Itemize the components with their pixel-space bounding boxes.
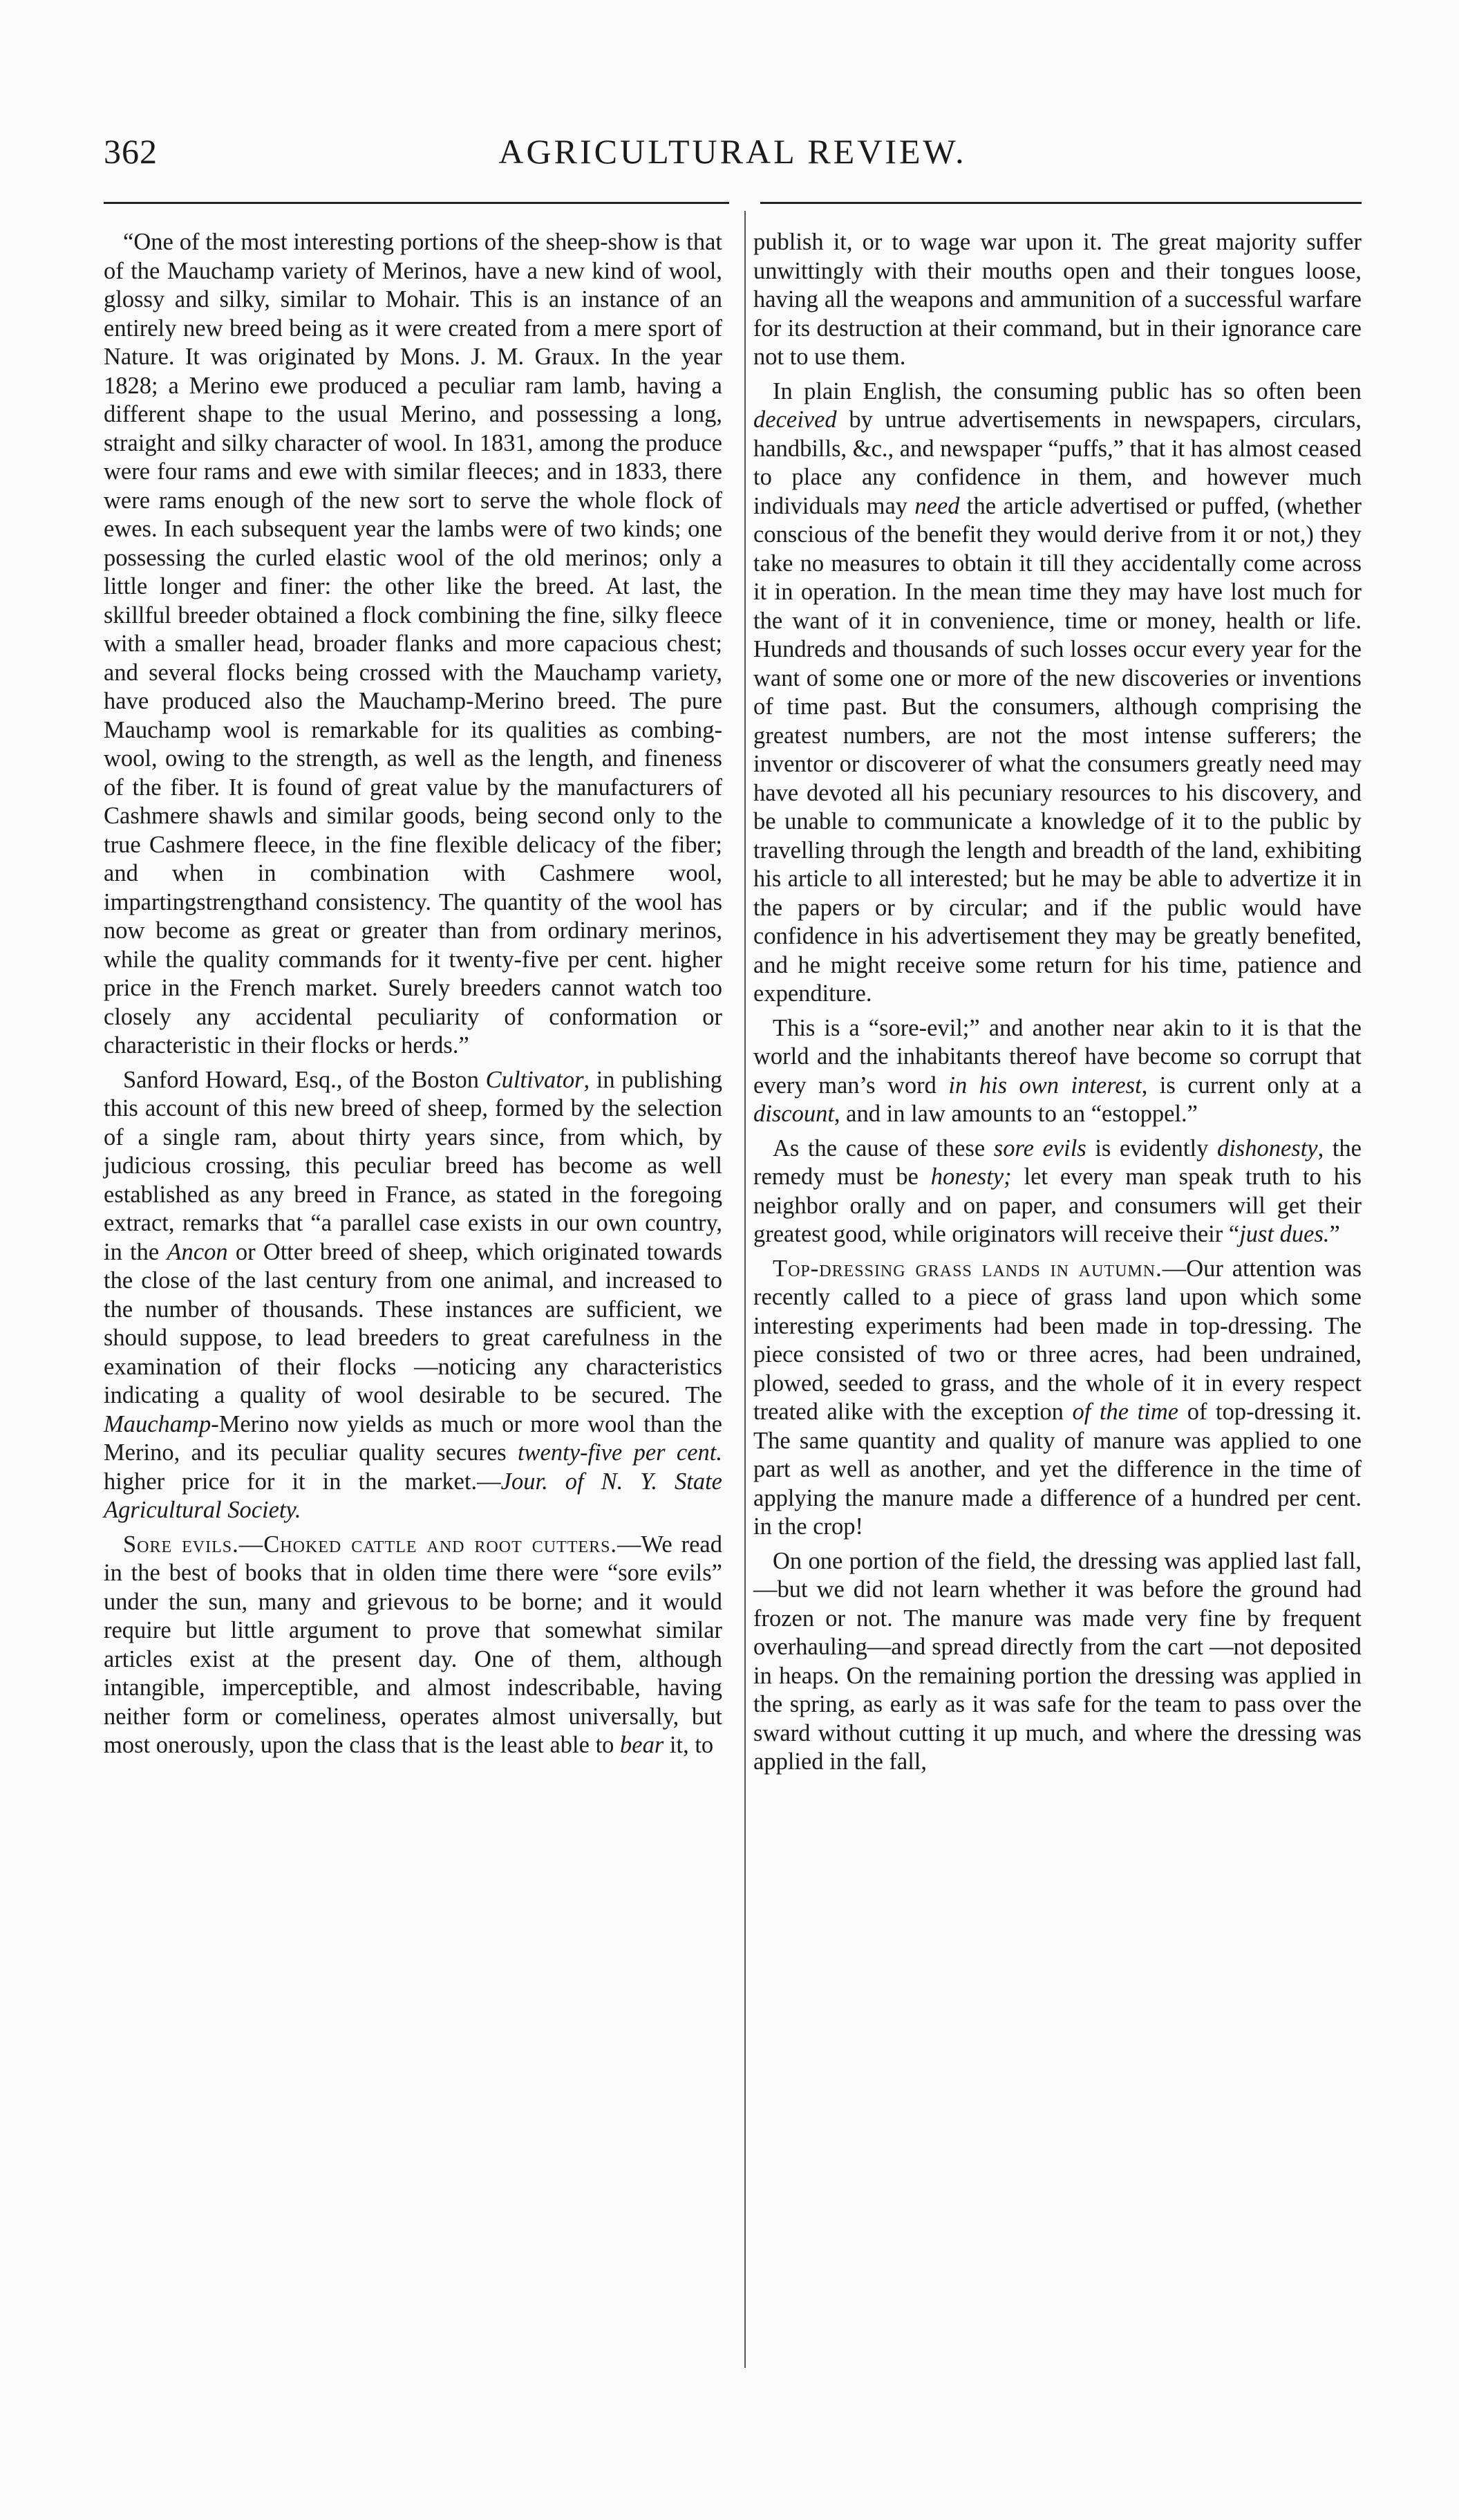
text-run: , is current only at a [1141,1072,1362,1099]
section-heading-top-dressing: Top-dressing grass lands in autumn. [773,1255,1163,1282]
page-header [104,131,1362,194]
text-run: is evidently [1086,1135,1217,1161]
italic-run: need [914,492,960,519]
mauchamp-quote-paragraph: “One of the most interesting portions of the sheep-show is that of the Mauchamp variety of Merinos, have a new kind of wool, glossy and silky, similar to Mohair. This is an instance of an entirely new breed being as it were created from a mere sport of Nature. It was originated by Mons. J. M. Graux. In the year 1828; a Merino ewe produced a peculiar ram lamb, having a different shape to the usual Merino, and possessing a long, straight and silky character of wool. In 1831, among the produce were four rams and ewe with similar fleeces; and in 1833, there were rams enough of the new sort to serve the whole flock of ewes. In each subsequent year the lambs were of two kinds; one possessing the curled elastic wool of the old merinos; only a little longer and finer: the other like the breed. At last, the skillful breeder obtained a flock combining the fine, silky fleece with a smaller head, broader flanks and more capacious chest; and several flocks being crossed with the Mauchamp variety, have produced also the Mauchamp-Merino breed. The pure Mauchamp wool is remarkable for its qualities as combing-wool, owing to the strength, as well as the length, and fineness of the fiber. It is found of great value by the manufacturers of Cashmere shawls and similar goods, being second only to the true Cashmere fleece, in the fine flexible delicacy of the fiber; and when in combination with Cashmere wool, impartingstrengthand consistency. The quantity of the wool has now become as great or greater than from ordinary merinos, while the quality commands for it twenty-five per cent. higher price in the French market. Surely breeders cannot watch too closely any accidental peculiarity of conformation or characteristic in their flocks or herds.” [104,229,722,1058]
italic-run: in his own interest [948,1072,1142,1099]
italic-run: twenty-five per cent. [517,1439,723,1466]
column-divider [744,211,746,2368]
text-run: , and in law amounts to an “estoppel.” [834,1101,1198,1127]
sanford-howard-paragraph [104,1066,722,1525]
header-rule-right [760,202,1362,204]
text-run: —Our attention was recently called to a piece of grass land upon which some interesting experiments had been made in top-dressing. The piece consisted of two or three acres, had been undrained, plowed, seeded to grass, and the whole of it in every respect treated alike with the exception [753,1255,1362,1425]
field-portion-paragraph: On one portion of the field, the dressing was applied last fall,—but we did not learn whether it was before the ground had frozen or not. The manure was made very fine by frequent overhauling—and spread directly from the cart —not deposited in heaps. On the remaining portion the dressing was applied in the spring, as early as it was safe for the team to pass over the sward without cutting it up much, and where the dressing was applied in the fall, [753,1547,1362,1775]
text-run: , in publishing this account of this new breed of sheep, formed by the selection of a single ram, about thirty years since, from which, by judicious crossing, this peculiar breed has become as well established as any breed in France, as stated in the foregoing extract, remarks that “a parallel case exists in our own country, in the [104,1066,722,1265]
italic-run: Ancon [167,1238,228,1265]
text-run: higher price for it in the market.— [104,1468,501,1495]
text-run: by untrue advertisements in newspapers, circulars, handbills, &c., and newspaper “puffs,” that it has almost ceased to place any confidence in them, and however much individuals may [753,407,1362,519]
section-heading-sore-evils: Sore evils.—Choked cattle and root cutters. [123,1531,618,1558]
continued-paragraph: publish it, or to wage war upon it. The great majority suffer unwittingly with their mouths open and their tongues loose, having all the weapons and ammunition of a successful warfare for its destruction at their command, but in their ignorance care not to use them. [753,229,1362,370]
sore-evils-paragraph [104,1531,722,1760]
text-run: —We read in the best of books that in olden time there were “sore evils” under the sun, many and grievous to be borne; and it would require but little argument to prove that somewhat similar articles exist at the present day. One of them, although intangible, imperceptible, and almost indescribable, having neither form or comeliness, operates almost universally, but most onerously, upon the class that is the least able to [104,1531,722,1758]
italic-run: of the time [1072,1399,1179,1425]
text-run: -Merino now yields as much or more wool than the Merino, and its peculiar quality secures [104,1410,722,1466]
text-run: the article advertised or puffed, (whether conscious of the benefit they would derive from it or not,) they take no measures to obtain it till they accidentally come across it in operation. In the mean time they may have lost much for the want of it in convenience, time or money, health or life. Hundreds and thousands of such losses occur every year for the want of some one or more of the new discoveries or inventions of time past. But the consumers, although comprising the greatest numbers, are not the most intense sufferers; the inventor or discoverer of what the consumers greatly need may have devoted all his pecuniary resources to his discovery, and be unable to communicate a knowledge of it to the public by travelling through the length and breadth of the land, exhibiting his article to all interested; but he may be able to advertize it in the papers or by circular; and if the public would have confidence in his advertisement they may be greatly benefited, and he might receive some return for his time, patience and expenditure. [753,492,1362,1007]
italic-run: honesty; [930,1164,1012,1190]
italic-run: Mauchamp [104,1410,211,1437]
text-run: In plain English, the consuming public has so often been [773,377,1362,404]
text-run: As the cause of these [773,1135,994,1161]
italic-run: Cultivator [485,1066,584,1093]
italic-run: just dues. [1239,1221,1330,1247]
header-rule-left [104,202,729,204]
italic-run: bear [620,1732,664,1758]
text-run: This is a “sore-evil;” and another near akin to it is that the world and the inhabitants thereof have become so corrupt that every man’s word [753,1014,1362,1099]
text-run: , the remedy must be [753,1135,1362,1190]
italic-run: discount [753,1101,834,1127]
right-column [753,228,1362,1777]
top-dressing-paragraph [753,1255,1362,1542]
page-number: 362 [104,132,158,171]
italic-run: dishonesty [1216,1135,1318,1161]
italic-run: sore evils [993,1135,1086,1161]
running-title: AGRICULTURAL REVIEW. [498,132,967,171]
text-run: ” [1329,1221,1340,1247]
left-column [104,228,722,1760]
text-run: let every man speak truth to his neighbor orally and on paper, and consumers will get their greatest good, while originators will receive their “ [753,1164,1362,1247]
citation: Jour. of N. Y. State Agricultural Society. [104,1468,722,1523]
italic-run: deceived [753,407,837,433]
remedy-paragraph [753,1135,1362,1249]
text-run: it, to [663,1732,714,1758]
sore-evil-akin-paragraph [753,1014,1362,1129]
text-run: or Otter breed of sheep, which originated towards the close of the last century from one animal, and increased to the number of thousands. These instances are sufficient, we should suppose, to lead breeders to great carefulness in the examination of their flocks —noticing any characteristics indicating a quality of wool desirable to be secured. The [104,1238,722,1408]
plain-english-paragraph [753,377,1362,1009]
text-run: Sanford Howard, Esq., of the Boston [123,1066,486,1093]
text-run: of top-dressing it. The same quantity and quality of manure was applied to one part as well as another, and yet the difference in the time of applying the manure made a difference of a hundred per cent. in the crop! [753,1399,1362,1540]
